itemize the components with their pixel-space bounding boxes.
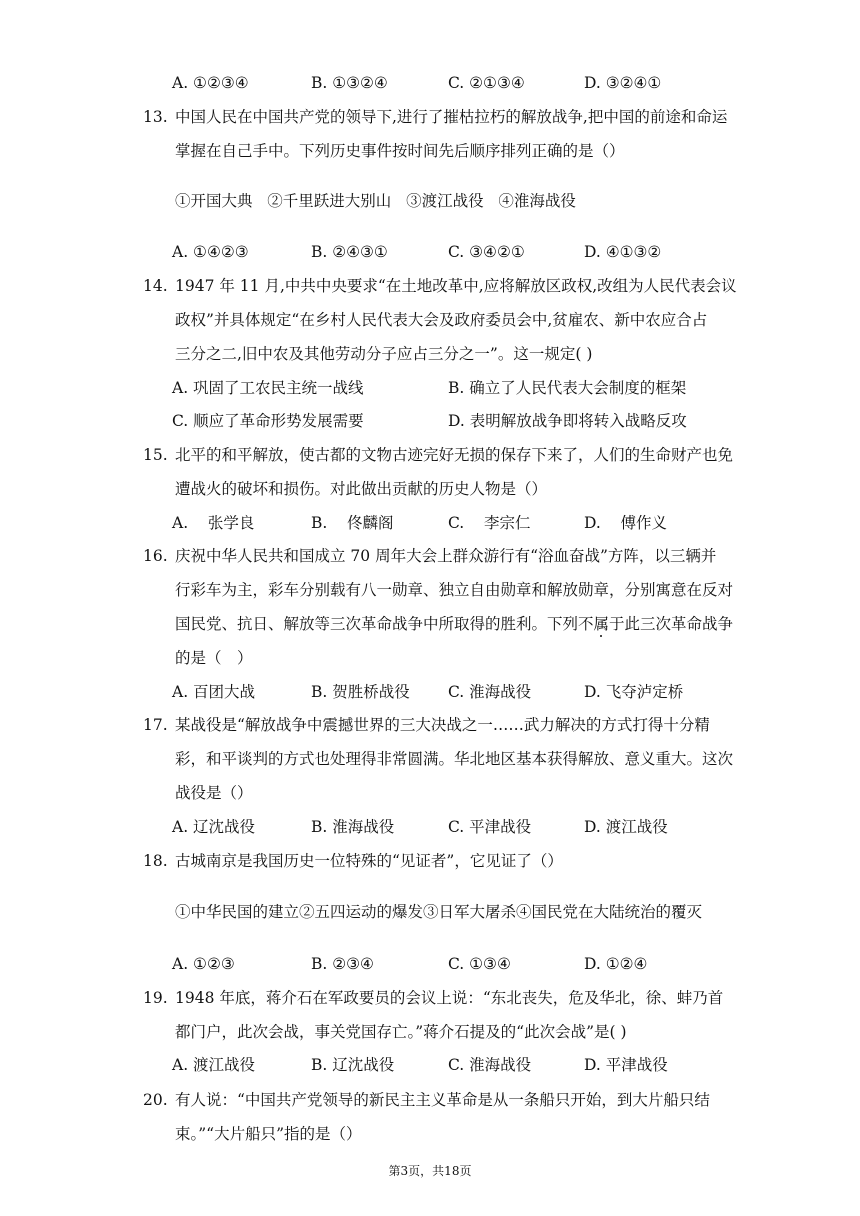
q15-option-d: D. 傅作义 (584, 514, 668, 532)
q13-option-a: A. ①④②③ (172, 243, 249, 261)
q16-number: 16. (143, 547, 168, 565)
q20-number: 20. (143, 1091, 168, 1109)
q17-option-d: D. 渡江战役 (584, 818, 668, 836)
q17-option-c: C. 平津战役 (448, 818, 532, 836)
q17-text-line: 某战役是“解放战争中震撼世界的三大决战之一……武力解决的方式打得十分精 (175, 716, 710, 734)
q16-option-d: D. 飞夺泸定桥 (584, 683, 684, 701)
q12-option-c: C. ②①③④ (448, 74, 525, 92)
q13-option-d: D. ④①③② (584, 243, 662, 261)
q13-option-b: B. ②④③① (311, 243, 388, 261)
q15-number: 15. (143, 446, 168, 464)
q17-option-a: A. 辽沈战役 (172, 818, 256, 836)
q16-text-line (175, 613, 733, 635)
q13-number: 13. (143, 108, 168, 126)
q13-text-line: 中国人民在中国共产党的领导下,进行了摧枯拉朽的解放战争,把中国的前途和命运 (175, 108, 728, 126)
q19-text-line: 1948 年底，蒋介石在军政要员的会议上说：“东北丧失，危及华北，徐、蚌乃首 (175, 989, 724, 1007)
q12-option-a: A. ①②③④ (172, 74, 249, 92)
q19-number: 19. (143, 989, 168, 1007)
q16-text-line: 行彩车为主，彩车分别载有八一勋章、独立自由勋章和解放勋章，分别寓意在反对 (175, 581, 734, 599)
q18-number: 18. (143, 852, 168, 870)
q16-text-before-emphasis: 国民党、抗日、解放等三次革命战争中所取得的胜利。下列 (175, 615, 579, 633)
q14-option-a: A. 巩固了工农民主统一战线 (172, 379, 364, 397)
q16-option-b: B. 贺胜桥战役 (311, 683, 410, 701)
q19-option-b: B. 辽沈战役 (311, 1056, 395, 1074)
q18-items: ①中华民国的建立②五四运动的爆发③日军大屠杀④国民党在大陆统治的覆灭 (175, 903, 703, 921)
q20-text-line: 有人说：“中国共产党领导的新民主主义革命是从一条船只开始，到大片船只结 (175, 1091, 710, 1109)
q13-items: ①开国大典 ②千里跃进大别山 ③渡江战役 ④淮海战役 (175, 192, 576, 210)
page-footer: 第3页，共18页 (388, 1164, 472, 1178)
q17-number: 17. (143, 716, 168, 734)
q14-number: 14. (143, 277, 168, 295)
q17-text-line: 彩，和平谈判的方式也处理得非常圆满。华北地区基本获得解放、意义重大。这次 (175, 750, 734, 768)
q12-option-b: B. ①③②④ (311, 74, 388, 92)
q19-text-line: 都门户，此次会战，事关党国存亡。”蒋介石提及的“此次会战”是( ) (175, 1023, 627, 1041)
q20-text-line: 束。”“大片船只”指的是（） (175, 1125, 362, 1143)
q18-option-a: A. ①②③ (172, 955, 235, 973)
q18-option-d: D. ①②④ (584, 955, 648, 973)
q14-text-line: 1947 年 11 月,中共中央要求“在土地改革中,应将解放区政权,改组为人民代表会议 (175, 277, 737, 295)
q18-option-b: B. ②③④ (311, 955, 374, 973)
q19-option-d: D. 平津战役 (584, 1056, 668, 1074)
q18-option-c: C. ①③④ (448, 955, 511, 973)
q13-option-c: C. ③④②① (448, 243, 525, 261)
q18-text-line: 古城南京是我国历史一位特殊的“见证者”，它见证了（） (175, 852, 563, 870)
q16-text-after-emphasis: 此三次革命战争 (624, 615, 734, 633)
q14-option-d: D. 表明解放战争即将转入战略反攻 (448, 412, 687, 430)
q15-text-line: 遭战火的破坏和损伤。对此做出贡献的历史人物是（） (175, 480, 548, 498)
q17-text-line: 战役是（） (175, 784, 253, 802)
q16-text-line: 庆祝中华人民共和国成立 70 周年大会上群众游行有“浴血奋战”方阵，以三辆并 (175, 547, 717, 565)
q14-option-b: B. 确立了人民代表大会制度的框架 (448, 379, 687, 397)
q19-option-a: A. 渡江战役 (172, 1056, 256, 1074)
q14-text-line: 三分之二,旧中农及其他劳动分子应占三分之一”。这一规定( ) (175, 345, 593, 363)
q16-option-c: C. 淮海战役 (448, 683, 532, 701)
q15-option-c: C. 李宗仁 (448, 514, 531, 532)
q12-option-d: D. ③②④① (584, 74, 662, 92)
q14-text-line: 政权”并具体规定“在乡村人民代表大会及政府委员会中,贫雇农、新中农应合占 (175, 311, 708, 329)
q15-option-a: A. 张学良 (172, 514, 255, 532)
q16-option-a: A. 百团大战 (172, 683, 256, 701)
q17-option-b: B. 淮海战役 (311, 818, 395, 836)
q16-text-line: 的是（ ） (175, 649, 253, 667)
q15-option-b: B. 佟麟阁 (311, 514, 394, 532)
q19-option-c: C. 淮海战役 (448, 1056, 532, 1074)
q16-emphasis-not-belong: 不属于 (578, 615, 625, 633)
q14-option-c: C. 顺应了革命形势发展需要 (172, 412, 364, 430)
q15-text-line: 北平的和平解放，使古都的文物古迹完好无损的保存下来了，人们的生命财产也免 (175, 446, 734, 464)
q13-text-line: 掌握在自己手中。下列历史事件按时间先后顺序排列正确的是（） (175, 142, 625, 160)
